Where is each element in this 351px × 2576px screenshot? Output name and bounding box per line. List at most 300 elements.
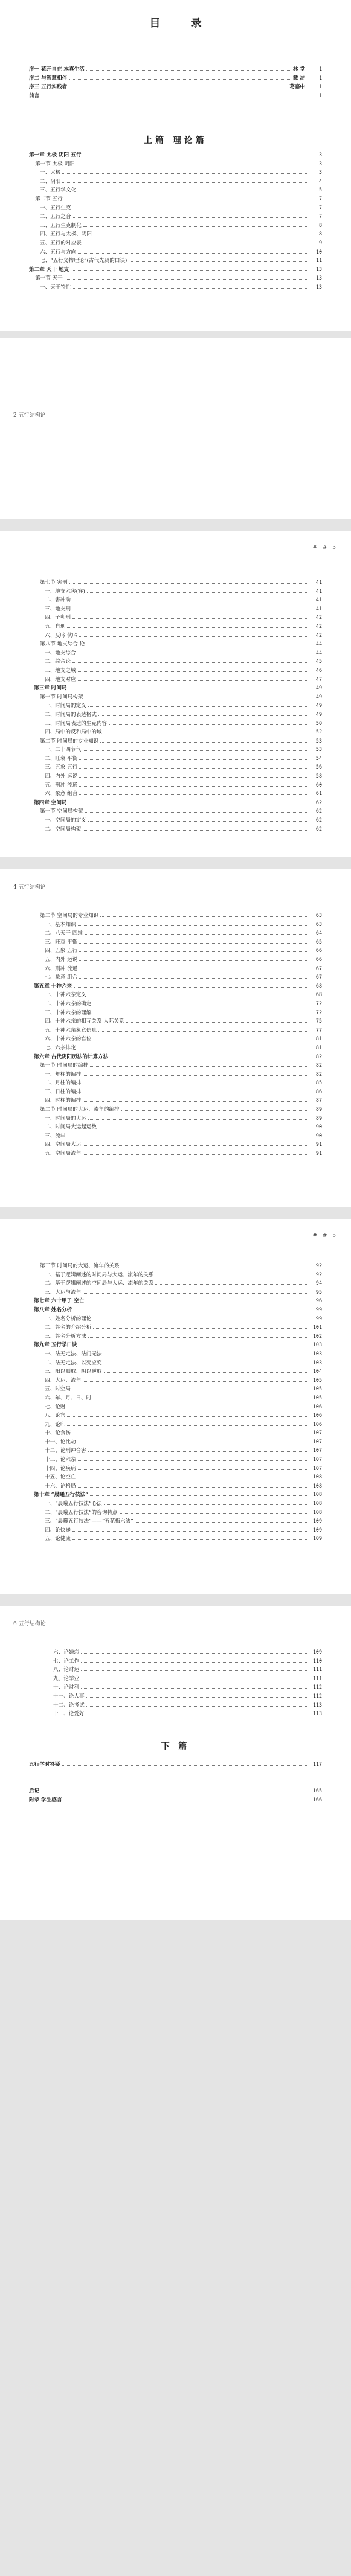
toc-entry — [29, 160, 322, 169]
toc-entry-title: 二、月柱的编排 — [45, 1080, 82, 1087]
toc-entry-page: 62 — [315, 799, 322, 805]
dot-leader — [79, 759, 307, 760]
toc-entry-page: 107 — [312, 1465, 322, 1471]
toc-entry-page: 108 — [312, 1500, 322, 1507]
toc-entry — [42, 1683, 322, 1692]
toc-entry-title: 三、时间局表达的生克内容 — [45, 720, 108, 727]
toc-entry-page: 108 — [312, 1491, 322, 1498]
toc-entry — [29, 230, 322, 239]
toc-entry-page: 7 — [318, 195, 322, 202]
dot-leader — [100, 916, 307, 917]
toc-entry-title: 十三、论爱好 — [53, 1711, 85, 1718]
toc-entry-title: 十二、论刑冲合害 — [45, 1448, 86, 1454]
dot-leader — [109, 724, 307, 725]
toc-entry — [34, 657, 322, 666]
toc-entry-author: 林 堂 — [292, 66, 305, 72]
toc-entry-title: 一、天干特性 — [40, 284, 71, 290]
toc-entry-title: 第一节 空间局构架 — [40, 808, 83, 815]
toc-entry-title: 二、害冲动 — [45, 597, 71, 604]
toc-entry-title: 前言 — [29, 92, 40, 99]
toc-entry-page: 62 — [315, 825, 322, 832]
toc-entry — [29, 257, 322, 266]
page-header: # # 5 — [312, 1233, 338, 1239]
toc-entry-page: 41 — [315, 587, 322, 594]
toc-entry — [34, 982, 322, 991]
toc-entry-page: 41 — [315, 605, 322, 612]
toc-entry — [29, 283, 322, 292]
dot-leader — [78, 680, 307, 681]
toc-entry-title: 序三 五行实践者 — [29, 84, 68, 91]
toc-entry-title: 第三节 时间局的大运、流年的关系 — [40, 1263, 120, 1269]
toc-entry-page: 111 — [312, 1666, 322, 1673]
dot-leader — [90, 1066, 307, 1067]
toc-entry — [34, 1262, 322, 1271]
toc-entry-title: 三、阳以顺取、阴以逆取 — [45, 1369, 102, 1375]
toc-entry-title: 三、日柱的编排 — [45, 1088, 82, 1095]
toc-entry-title: 五行学时答疑 — [29, 1762, 60, 1768]
toc-entry-title: 二、十神六亲的确定 — [45, 1000, 92, 1007]
toc-entry — [34, 1070, 322, 1079]
toc-entry — [34, 921, 322, 930]
toc-entry — [34, 1341, 322, 1350]
toc-entry-page: 41 — [315, 579, 322, 585]
toc-entry-page: 62 — [315, 808, 322, 814]
dot-leader — [87, 592, 307, 593]
toc-entry — [34, 1000, 322, 1009]
toc-entry-page: 165 — [312, 1788, 322, 1794]
toc-entry — [34, 929, 322, 938]
toc-entry-page: 3 — [318, 152, 322, 158]
toc-entry-page: 42 — [315, 631, 322, 638]
toc-entry — [42, 1657, 322, 1666]
toc-entry-page: 4 — [318, 177, 322, 184]
toc-entry-page: 117 — [312, 1761, 322, 1767]
toc-entry-title: 三、大运与流年 — [45, 1289, 82, 1296]
toc-page-1 — [0, 0, 351, 331]
dot-leader — [83, 1381, 307, 1382]
toc-entry-page: 68 — [315, 982, 322, 989]
toc-back-matter — [29, 1787, 322, 1804]
toc-entry-page: 112 — [312, 1684, 322, 1690]
dot-leader — [88, 706, 307, 707]
toc-entry-title: 二、时间局的表达格式 — [45, 711, 97, 718]
toc-entry-page: 108 — [312, 1509, 322, 1515]
toc-entry-page: 90 — [315, 1123, 322, 1130]
toc-entry — [34, 912, 322, 921]
toc-entry-title: 第七节 害刑 — [40, 580, 68, 586]
toc-entry-page: 13 — [315, 266, 322, 272]
dot-leader — [104, 1372, 307, 1373]
toc-entry-title: 十、论财利 — [53, 1684, 79, 1691]
toc-entry — [34, 1535, 322, 1544]
toc-entry — [34, 1332, 322, 1341]
toc-entry-page: 8 — [318, 222, 322, 228]
toc-entry-page: 49 — [315, 711, 322, 717]
dot-leader — [62, 173, 307, 174]
dot-leader — [62, 1765, 307, 1766]
dot-leader — [71, 270, 307, 271]
toc-entry-page: 95 — [315, 1288, 322, 1295]
toc-entry-page: 86 — [315, 1088, 322, 1095]
toc-page-2 — [0, 338, 351, 519]
toc-entry-title: 五、十神六亲象意信息 — [45, 1027, 97, 1034]
toc-entry-title: 六、五行与方向 — [40, 249, 77, 255]
toc-entry-title: 第三章 时间局 — [34, 685, 67, 692]
toc-entry-title: 二、时间局大运起运数 — [45, 1124, 97, 1131]
toc-entry-page: 109 — [312, 1535, 322, 1542]
dot-leader — [79, 794, 307, 795]
toc-entry-title: 第八节 地支综合 论 — [40, 641, 85, 648]
toc-entry — [42, 1648, 322, 1657]
toc-entry-title: 二、“晨曦五行技法”的咨询特点 — [45, 1509, 118, 1516]
toc-entry-page: 91 — [315, 1141, 322, 1148]
toc-entry-title: 二、基于逻辑阐述的空间局与大运、流年的关系 — [45, 1280, 154, 1287]
toc-entry-title: 十三、论六亲 — [45, 1457, 76, 1463]
toc-entry-title: 序一 花开自在 本真生活 — [29, 66, 85, 72]
toc-entry — [34, 1465, 322, 1474]
toc-entry-page: 13 — [315, 275, 322, 281]
toc-entry — [34, 737, 322, 746]
toc-entry-page: 50 — [315, 720, 322, 726]
toc-entry-title: 一、地支六害(穿) — [45, 588, 85, 595]
toc-entry-title: 五、五行的对应表 — [40, 240, 82, 246]
toc-entry-page: 166 — [312, 1796, 322, 1803]
dot-leader — [78, 253, 307, 254]
toc-entry — [29, 274, 322, 283]
toc-entry-title: 第一节 太极 阴阳 — [35, 161, 75, 167]
dot-leader — [135, 1522, 307, 1523]
toc-entry-page: 99 — [315, 1315, 322, 1322]
toc-entry — [34, 807, 322, 816]
toc-entry-title: 四、大运、流年 — [45, 1377, 82, 1384]
toc-entry-title: 四、五象 五行 — [45, 948, 78, 954]
toc-entry-title: 五、内外 运说 — [45, 956, 78, 963]
toc-entry-page: 41 — [315, 596, 322, 603]
toc-entry-title: 四、十神六亲的相互关系 人际关系 — [45, 1018, 124, 1025]
toc-part2-entries — [29, 1760, 322, 1769]
toc-entry-title: 七、“五行义物理论”(古代先贤的口诀) — [40, 258, 127, 264]
dot-leader — [83, 1145, 307, 1146]
dot-leader — [67, 1416, 307, 1417]
toc-entry-page: 49 — [315, 702, 322, 709]
dot-leader — [79, 786, 307, 787]
toc-entry-title: 十四、论疾病 — [45, 1465, 76, 1472]
toc-entry-title: 八、论财运 — [53, 1667, 79, 1673]
dot-leader — [83, 1075, 307, 1076]
toc-entry — [34, 1491, 322, 1500]
toc-entry-title: 第二章 天干 地支 — [29, 266, 69, 273]
toc-page-5 — [0, 1219, 351, 1594]
dot-leader — [73, 288, 307, 289]
toc-entry-page: 60 — [315, 781, 322, 788]
toc-entry-title: 一、时间局的大运 — [45, 1115, 86, 1122]
toc-entry-page: 72 — [315, 1000, 322, 1006]
dot-leader — [88, 1119, 307, 1120]
toc-entry-page: 102 — [312, 1332, 322, 1339]
toc-entry-page: 82 — [315, 1053, 322, 1059]
toc-entry-title: 一、十神六亲定义 — [45, 992, 86, 999]
toc-entry-page: 56 — [315, 764, 322, 770]
toc-page-3 — [0, 531, 351, 857]
toc-entry-title: 第八章 姓名分析 — [34, 1306, 72, 1313]
toc-entry — [34, 781, 322, 790]
toc-entry-page: 110 — [312, 1657, 322, 1664]
toc-entry-page: 113 — [312, 1710, 322, 1717]
dot-leader — [73, 217, 307, 218]
dot-leader — [155, 1284, 307, 1285]
toc-front-matter — [29, 65, 322, 100]
toc-entry — [34, 587, 322, 596]
toc-entry-page: 53 — [315, 737, 322, 744]
toc-entry — [34, 1114, 322, 1123]
toc-entry-page: 1 — [318, 66, 322, 72]
toc-entry-page: 96 — [315, 1297, 322, 1304]
toc-entry-title: 一、二十四节气 — [45, 747, 82, 753]
toc-entry-title: 第一节 时间局的编排 — [40, 1063, 89, 1069]
toc-entry-title: 第一章 太极 阴阳 五行 — [29, 152, 82, 158]
toc-entry-page: 1 — [318, 74, 322, 81]
toc-entry — [34, 1009, 322, 1018]
toc-entry — [34, 1509, 322, 1518]
toc-entry-title: 一、“晨曦五行技法”心法 — [45, 1501, 102, 1507]
dot-leader — [83, 1154, 307, 1155]
toc-entry-title: 二、法无定法、以变应变 — [45, 1360, 102, 1366]
toc-entry-page: 106 — [312, 1412, 322, 1419]
toc-entry-page: 54 — [315, 755, 322, 761]
dot-leader — [126, 1022, 307, 1023]
dot-leader — [86, 1697, 307, 1698]
toc-entry-title: 四、子卯刑 — [45, 615, 71, 621]
toc-entry-page: 107 — [312, 1447, 322, 1454]
dot-leader — [67, 627, 307, 628]
toc-entry — [34, 578, 322, 587]
toc-entry-page: 66 — [315, 947, 322, 954]
dot-leader — [88, 821, 307, 822]
toc-entry-page: 58 — [315, 773, 322, 779]
toc-entry-title: 十二、论考试 — [53, 1702, 85, 1708]
dot-leader — [79, 777, 307, 778]
toc-entry-title: 五、自刑 — [45, 623, 66, 630]
toc-entry-page: 109 — [312, 1518, 322, 1524]
toc-entry-title: 后记 — [29, 1788, 40, 1794]
toc-entries — [34, 578, 322, 834]
toc-entry — [34, 816, 322, 825]
toc-entry — [34, 1061, 322, 1070]
dot-leader — [98, 715, 307, 716]
toc-entry — [34, 1132, 322, 1141]
toc-page-6 — [0, 1606, 351, 1920]
toc-entry — [34, 956, 322, 965]
toc-entry-title: 五、论健康 — [45, 1536, 71, 1542]
dot-leader — [72, 618, 307, 619]
toc-entry-page: 106 — [312, 1421, 322, 1427]
toc-entry-page: 103 — [312, 1341, 322, 1348]
toc-entry-title: 第二节 时间局的专业知识 — [40, 738, 99, 744]
toc-entry-title: 六、十神六亲的宫位 — [45, 1036, 92, 1043]
toc-entry — [34, 702, 322, 711]
toc-entry — [34, 1079, 322, 1088]
toc-entry-title: 二、旺衰 平衡 — [45, 755, 78, 762]
toc-entry-page: 108 — [312, 1474, 322, 1480]
toc-entry-page: 109 — [312, 1649, 322, 1655]
toc-entry-page: 63 — [315, 921, 322, 927]
toc-page-4 — [0, 869, 351, 1207]
toc-entry — [34, 790, 322, 799]
dot-leader — [62, 182, 307, 183]
toc-entry-title: 四、局中的反和局中的域 — [45, 729, 102, 736]
toc-entry — [34, 825, 322, 834]
toc-entry — [34, 622, 322, 631]
toc-entry — [34, 1429, 322, 1438]
toc-entry — [29, 222, 322, 231]
toc-entry-page: 49 — [315, 693, 322, 700]
toc-entry — [34, 1271, 322, 1280]
toc-entry-page: 63 — [315, 912, 322, 918]
toc-entry — [34, 613, 322, 622]
toc-entry-title: 九、论印 — [45, 1421, 66, 1428]
toc-entry-page: 10 — [315, 248, 322, 255]
toc-entry-title: 十五、论空亡 — [45, 1474, 76, 1481]
toc-entry-title: 七、六亲排定 — [45, 1044, 76, 1051]
toc-entry — [29, 213, 322, 222]
toc-entry — [29, 248, 322, 257]
dot-leader — [74, 987, 307, 988]
dot-leader — [78, 1469, 307, 1470]
page-header: 6 五行结构论 — [13, 1621, 46, 1627]
dot-leader — [81, 1653, 307, 1654]
toc-entry-title: 第十章 “晨曦五行技法” — [34, 1492, 89, 1498]
toc-entry-page: 13 — [315, 283, 322, 290]
toc-entry-page: 101 — [312, 1324, 322, 1331]
toc-entry-title: 第二节 五行 — [35, 196, 63, 202]
toc-entry — [29, 1796, 322, 1805]
toc-entry-title: 三、十神六亲的理解 — [45, 1009, 92, 1016]
dot-leader — [129, 261, 307, 262]
toc-entry-page: 42 — [315, 614, 322, 621]
toc-entry — [34, 1446, 322, 1456]
toc-entry-title: 六、刑冲 流通 — [45, 965, 78, 972]
toc-entry — [34, 1482, 322, 1491]
toc-entry — [29, 151, 322, 160]
toc-entry — [42, 1666, 322, 1675]
toc-entry — [34, 1500, 322, 1509]
toc-entry-page: 47 — [315, 676, 322, 682]
toc-entry — [34, 1288, 322, 1297]
toc-entry-page: 49 — [315, 685, 322, 691]
toc-entry — [34, 605, 322, 614]
toc-entry — [34, 938, 322, 947]
toc-part1-entries — [29, 151, 322, 292]
toc-entry-page: 67 — [315, 974, 322, 980]
dot-leader — [79, 951, 307, 952]
toc-entry — [34, 1105, 322, 1114]
dot-leader — [88, 1451, 307, 1452]
toc-entry-page: 89 — [315, 1114, 322, 1121]
toc-entry-page: 72 — [315, 1009, 322, 1015]
toc-entry-title: 四、空间局大运 — [45, 1142, 82, 1148]
toc-entry-title: 一、基本知识 — [45, 921, 76, 928]
toc-entry-page: 9 — [318, 239, 322, 246]
toc-entry-page: 64 — [315, 930, 322, 936]
toc-entry — [34, 746, 322, 755]
toc-entry-title: 一、法无定法、法门无法 — [45, 1350, 102, 1357]
dot-leader — [85, 812, 307, 813]
toc-entry — [34, 1376, 322, 1385]
toc-entry — [42, 1710, 322, 1719]
toc-entry-title: 七、象意 组合 — [45, 974, 78, 981]
toc-entry-title: 第二节 空间局的专业知识 — [40, 913, 99, 919]
toc-entry — [34, 631, 322, 641]
dot-leader — [98, 1031, 307, 1032]
toc-entry-title: 六、论婚恋 — [53, 1649, 79, 1655]
toc-entry-title: 六、年、月、日、时 — [45, 1395, 92, 1401]
toc-entry-page: 94 — [315, 1280, 322, 1286]
toc-entry-title: 三、流年 — [45, 1133, 66, 1139]
toc-entry — [34, 1088, 322, 1097]
toc-entry-title: 二、空间局构架 — [45, 826, 82, 833]
toc-entry-page: 5 — [318, 187, 322, 193]
toc-entry-title: 十一、论人事 — [53, 1693, 85, 1699]
dot-leader — [90, 1495, 307, 1496]
toc-entry — [34, 1149, 322, 1159]
toc-entry-title: 一、空间局的定义 — [45, 817, 86, 824]
toc-entry — [34, 1517, 322, 1526]
toc-entry — [34, 947, 322, 956]
toc-entry — [34, 1035, 322, 1044]
toc-entry-page: 3 — [318, 169, 322, 176]
toc-entry-title: 五、刑冲 流通 — [45, 782, 78, 788]
toc-entry-title: 二、综合论 — [45, 659, 71, 665]
dot-leader — [79, 978, 307, 979]
toc-entry-page: 108 — [312, 1482, 322, 1489]
dot-leader — [69, 79, 291, 80]
toc-entry-title: 八、论官 — [45, 1413, 66, 1419]
toc-title: 目 录 — [149, 17, 215, 30]
toc-entry-title: 第七章 六十甲子 空亡 — [34, 1298, 85, 1305]
dot-leader — [83, 1101, 307, 1102]
toc-entry-author: 葛嘉中 — [289, 84, 305, 91]
dot-leader — [67, 1425, 307, 1426]
toc-entry — [34, 1421, 322, 1430]
toc-entry-page: 8 — [318, 231, 322, 237]
dot-leader — [93, 1328, 307, 1329]
toc-entry-page: 90 — [315, 1132, 322, 1139]
toc-entry-page: 45 — [315, 658, 322, 665]
toc-entry-page: 11 — [315, 257, 322, 264]
dot-leader — [120, 1513, 307, 1514]
toc-entry — [42, 1692, 322, 1701]
toc-entry-page: 62 — [315, 817, 322, 823]
toc-entry — [34, 1123, 322, 1132]
toc-entry-page: 105 — [312, 1394, 322, 1401]
toc-entry-page: 92 — [315, 1271, 322, 1277]
dot-leader — [79, 943, 307, 944]
dot-leader — [72, 1539, 307, 1540]
toc-entry-title: 二、姓名的介绍分析 — [45, 1325, 92, 1331]
toc-entry — [34, 1026, 322, 1035]
toc-entry — [34, 799, 322, 808]
toc-entry-page: 81 — [315, 1044, 322, 1050]
toc-entry-title: 一、时间局的定义 — [45, 703, 86, 709]
toc-entry-title: 第四章 空间局 — [34, 799, 67, 806]
toc-entry-title: 三、姓名分析方法 — [45, 1333, 86, 1340]
toc-entry — [34, 1017, 322, 1026]
dot-leader — [79, 768, 307, 769]
page-header: 2 五行结构论 — [13, 412, 46, 418]
toc-entry-page: 87 — [315, 1097, 322, 1104]
toc-entry-page: 42 — [315, 622, 322, 629]
toc-entry-page: 75 — [315, 1018, 322, 1024]
